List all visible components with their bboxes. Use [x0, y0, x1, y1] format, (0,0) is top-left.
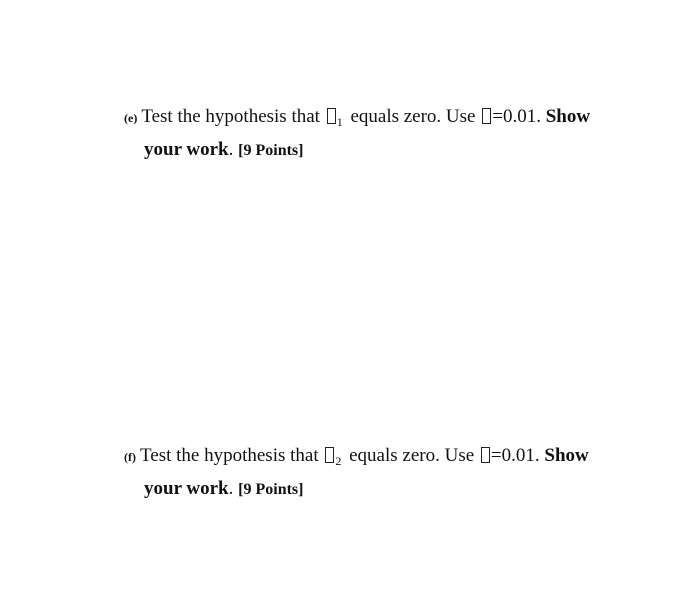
question-e-show: Show: [545, 106, 591, 127]
question-f-text-before: Test the hypothesis that: [140, 445, 319, 466]
question-f-subscript: 2: [335, 454, 342, 468]
question-f-period: .: [228, 478, 234, 499]
question-e-line-1: [124, 103, 684, 136]
question-f-label: (f): [124, 450, 136, 464]
missing-glyph-box-icon: [325, 447, 334, 463]
question-f-show: Show: [544, 445, 589, 466]
question-e-text-before: Test the hypothesis that: [141, 106, 320, 127]
question-f-text-value: =0.01.: [490, 445, 540, 466]
question-e-label: (e): [124, 111, 138, 125]
question-e-text-middle: equals zero. Use: [350, 106, 476, 127]
question-e-points: [9 Points]: [238, 142, 304, 159]
question-f: [124, 442, 684, 504]
question-e-subscript: 1: [336, 115, 343, 129]
missing-glyph-box-icon: [482, 108, 491, 124]
question-f-line-1: [124, 442, 684, 475]
question-e-your-work: your work: [144, 139, 229, 160]
question-e: [124, 103, 684, 165]
missing-glyph-box-icon: [481, 447, 490, 463]
question-e-text-value: =0.01.: [492, 106, 541, 127]
question-f-line-2: [124, 475, 684, 504]
question-e-line-2: [124, 136, 684, 165]
question-f-text-middle: equals zero. Use: [349, 445, 475, 466]
question-f-your-work: your work: [144, 478, 229, 499]
missing-glyph-box-icon: [327, 108, 336, 124]
question-f-points: [9 Points]: [238, 481, 304, 498]
question-e-period: .: [228, 139, 234, 160]
